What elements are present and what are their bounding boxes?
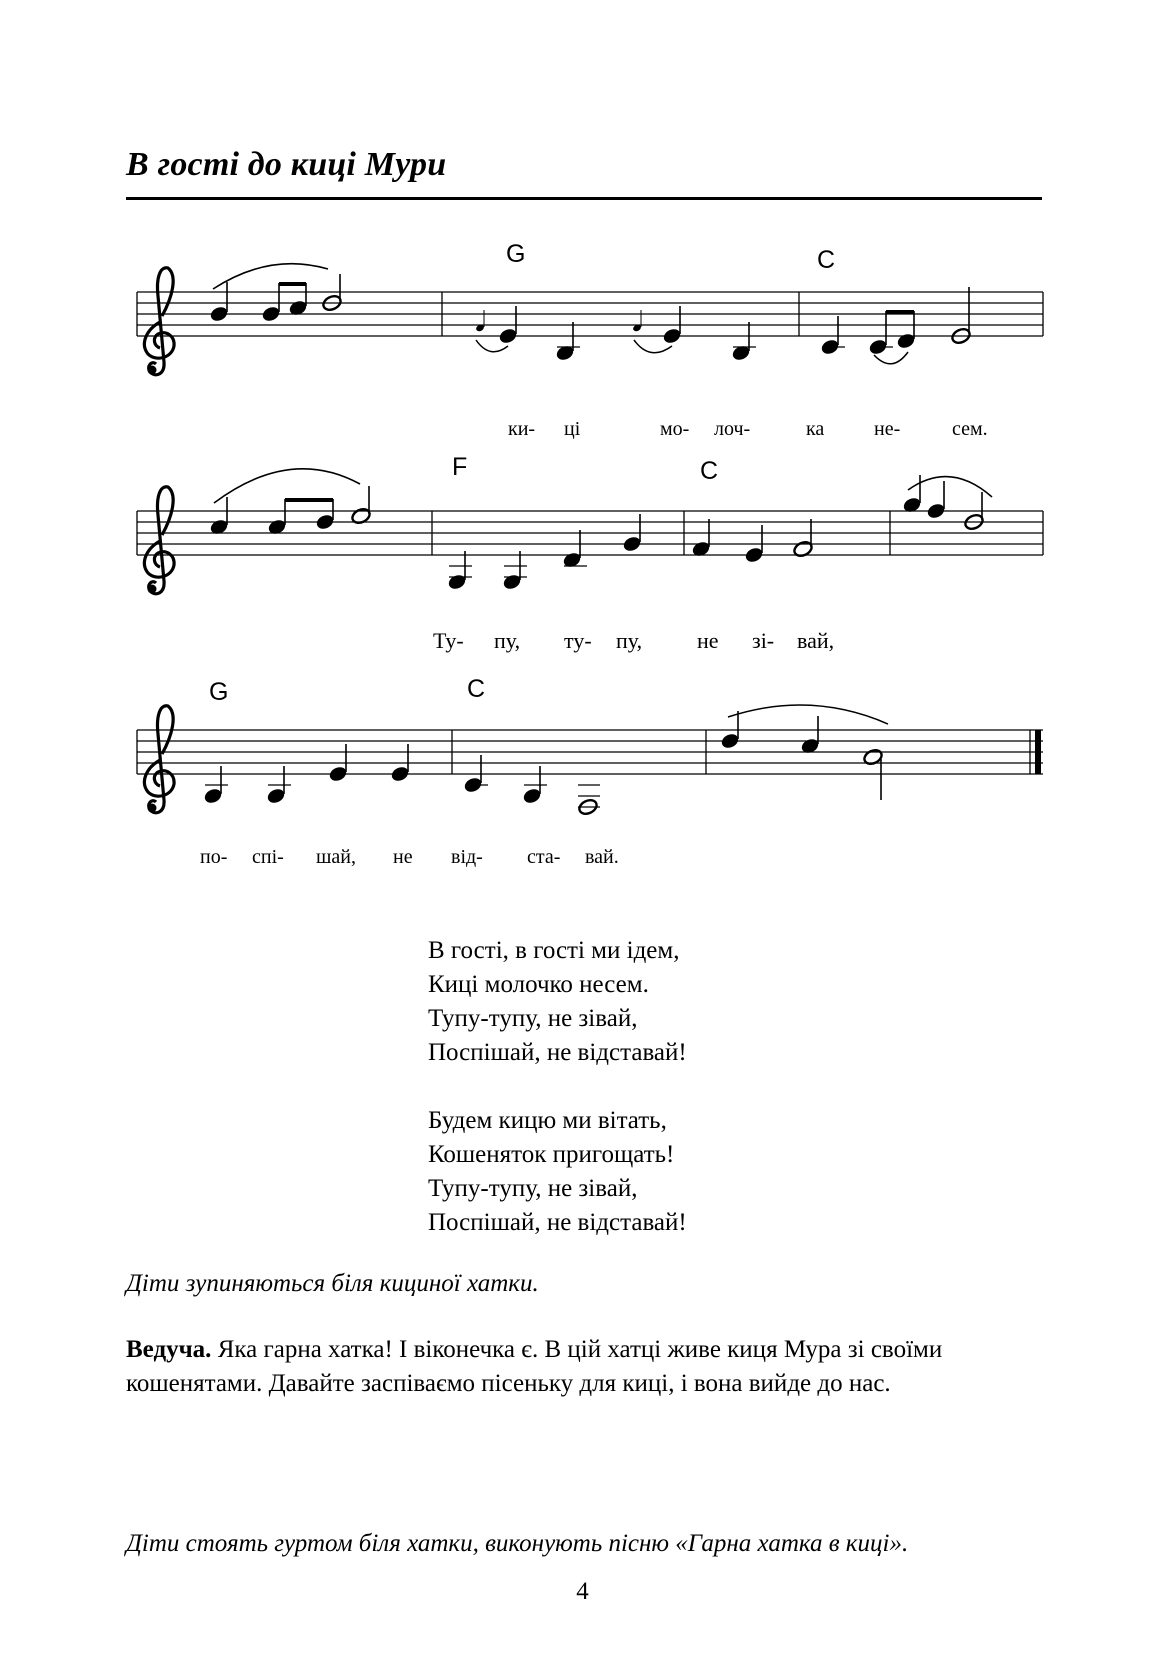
lyric-syllable: не xyxy=(393,846,413,868)
lyric-syllable: спі- xyxy=(252,846,284,868)
lyric-syllable: пу, xyxy=(616,628,643,653)
lyric-syllable: мо- xyxy=(660,418,690,440)
treble-clef-icon xyxy=(144,487,174,594)
lyric-syllable: по- xyxy=(200,846,228,868)
chord-symbol: G xyxy=(506,240,526,268)
lyrics-line-2 xyxy=(433,628,834,653)
lyric-syllable: Ту- xyxy=(433,628,464,653)
lyric-syllable: не xyxy=(697,628,719,653)
measure-7 xyxy=(902,475,992,531)
lyric-syllable: ки- xyxy=(508,418,536,440)
verse-line: Киці молочко несем. xyxy=(428,971,649,998)
chord-symbol: G xyxy=(209,678,229,706)
treble-clef-icon xyxy=(144,268,174,375)
verse-line: Поспішай, не відставай! xyxy=(428,1209,687,1236)
song-verses xyxy=(428,934,687,1240)
measure-6 xyxy=(691,519,814,564)
speaker-text: Яка гарна хатка! І віконечка є. В цій хатці живе киця Мура зі своїми кошенятами. Давайте заспіваємо пісеньку для киці, і вона вийде до нас. xyxy=(126,1336,943,1397)
treble-clef-icon xyxy=(144,706,174,813)
verse-line: В гості, в гості ми ідем, xyxy=(428,937,680,964)
lyric-syllable: вай, xyxy=(797,628,835,653)
chord-symbol: C xyxy=(467,675,486,703)
verse-line: Кошеняток пригощать! xyxy=(428,1141,675,1168)
stanza-gap xyxy=(428,1070,687,1104)
page-number: 4 xyxy=(576,1578,589,1605)
staff-system-2 xyxy=(137,469,1043,594)
measure-4 xyxy=(209,469,372,537)
lyrics-line-1 xyxy=(508,418,988,440)
staff-system-1 xyxy=(137,264,1043,375)
lyric-syllable: шай, xyxy=(316,846,356,868)
final-barline xyxy=(1035,730,1041,774)
chord-symbol: C xyxy=(700,457,719,485)
verse-line: Тупу-тупу, не зівай, xyxy=(428,1005,638,1032)
lyric-syllable: ста- xyxy=(527,846,561,868)
lyric-syllable: ці xyxy=(564,418,581,440)
chord-symbol: F xyxy=(452,453,468,481)
verse-line: Поспішай, не відставай! xyxy=(428,1039,687,1066)
page-title: В гості до киці Мури xyxy=(126,146,447,183)
measure-8 xyxy=(203,744,411,805)
verse-line: Будем кицю ми вітать, xyxy=(428,1107,667,1134)
stage-direction: Діти зупиняються біля кициної хатки. xyxy=(126,1270,539,1297)
staff-system-3 xyxy=(137,705,1043,816)
verse-line: Тупу-тупу, не зівай, xyxy=(428,1175,638,1202)
lyrics-line-3 xyxy=(200,846,619,868)
lyric-syllable: не- xyxy=(874,418,901,440)
lyric-syllable: зі- xyxy=(752,628,775,653)
dialogue-paragraph xyxy=(126,1333,1048,1401)
lyric-syllable: ту- xyxy=(564,628,592,653)
speaker-name: Ведуча. xyxy=(126,1336,212,1363)
lyric-syllable: від- xyxy=(451,846,483,868)
measure-5 xyxy=(447,514,643,591)
lyric-syllable: лоч- xyxy=(714,418,751,440)
stage-direction: Діти стоять гуртом біля хатки, виконують пісню «Гарна хатка в киці». xyxy=(126,1530,909,1557)
lyric-syllable: пу, xyxy=(494,628,521,653)
measure-9 xyxy=(463,755,600,816)
lyric-syllable: ка xyxy=(806,418,825,440)
chord-symbol: C xyxy=(817,246,836,274)
lyric-syllable: вай. xyxy=(585,846,619,868)
lyric-syllable: сем. xyxy=(952,418,988,440)
